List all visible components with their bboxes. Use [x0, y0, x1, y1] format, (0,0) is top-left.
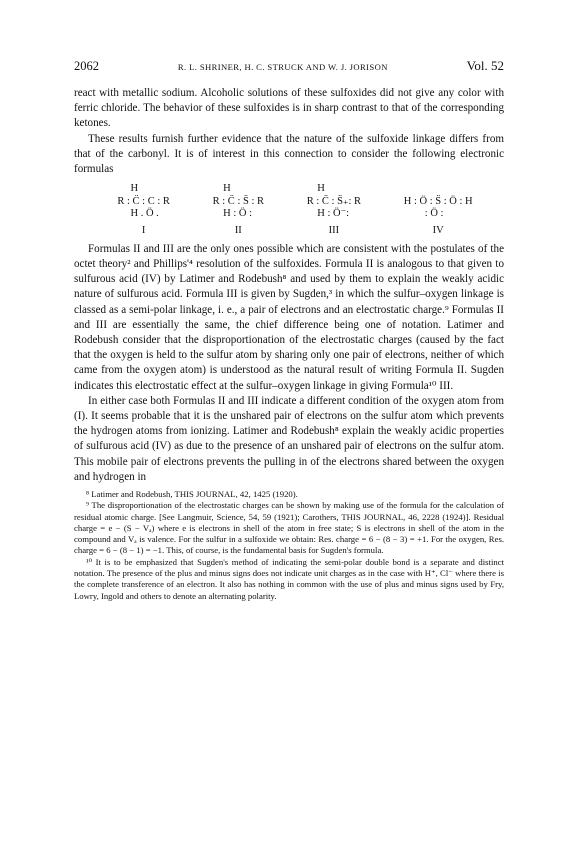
- formula-i-label: I: [141, 224, 146, 236]
- paragraph-continued: react with metallic sodium. Alcoholic solutions of these sulfoxides did not give any color with ferric chloride. The behavior of these sulfoxides is in sharp contrast to that of the corresponding ketones.: [74, 87, 504, 130]
- journal-page: [74, 58, 504, 602]
- formula-iii-label: III: [328, 224, 340, 236]
- paragraph-formulas-intro: These results furnish further evidence that the nature of the sulfoxide linkage differs from that of the carbonyl. It is of interest in this connection to consider the following electronic formulas: [74, 132, 504, 176]
- electronic-formulas: [96, 183, 494, 236]
- formula-ii-structure: H R : C̈ : S̈ : R H : Ö :: [212, 183, 264, 220]
- formula-iv: [404, 183, 473, 236]
- formula-iv-label: IV: [432, 224, 444, 236]
- formula-iii-structure: H R : C̈ : S̈₊: R H : Ö⁻:: [306, 183, 362, 220]
- volume-label: Vol. 52: [466, 58, 504, 73]
- formula-ii: [213, 183, 264, 236]
- paragraph-oxygen-condition: In either case both Formulas II and III indicate a different condition of the oxygen atom from (I). It seems probable that it is the unshared pair of electrons on the sulfur atom which prevents the hydrogen atoms from ionizing. Latimer and Rodebush⁸ explain the weakly acidic properties of sulfurous acid (IV) as due to the presence of an unshared pair of electrons on the sulfur atom. This mobile pair of electrons prevents the pulling in of the electrons shared between the oxygen and hydrogen in: [74, 394, 504, 483]
- formula-i-structure: H R : C̈ : C : R H . Ö .: [117, 183, 170, 220]
- formula-ii-label: II: [234, 224, 242, 236]
- formula-i: [117, 183, 170, 236]
- running-header: [74, 58, 504, 74]
- paragraph-formulas-discussion: Formulas II and III are the only ones possible which are consistent with the postulates of the octet theory² and Phillips'⁴ resolution of the sulfoxides. Formula II is analogous to that given to sulfurous acid (IV) by Latimer and Rodebush⁸ and used by them to explain the weakly acidic nature of sulfurous acid. Formula III is given by Sugden,³ in which the sulfur–oxygen linkage is classed as a semi-polar linkage, i. e., a pair of electrons and an electrostatic charge.⁹ Formulas II and III are essentially the same, the chief difference being one of notation. Latimer and Rodebush consider that the disproportionation of the electrostatic charges (caused by the fact that the oxygen is held to the sulfur atom by sharing only one pair of electrons, neither of which came from the oxygen atom) is understood as the natural result of writing Formula II. Sugden indicates this electrostatic effect at the sulfur–oxygen linkage in giving Formula¹⁰ III.: [74, 242, 504, 392]
- running-authors: R. L. SHRINER, H. C. STRUCK AND W. J. JORISON: [177, 62, 388, 72]
- page-number: 2062: [74, 59, 99, 73]
- footnotes: [74, 489, 504, 602]
- footnote-9: ⁹ The disproportionation of the electrostatic charges can be shown by making use of the formula for the calculation of residual atomic charge. [See Langmuir, Science, 54, 59 (1921); Carothers, THIS JOURNAL, 46, 2228 (1924)]. Residual charge = e − (S − Vₐ) where e is electrons in shell of the atom in free state; S is electrons in shell of the atom in the compound and Vₐ is valence. For the sulfur in a sulfoxide we obtain: Res. charge = 6 − (8 − 3) = +1. For the oxygen, Res. charge = 6 − (8 − 1) = −1. This, of course, is the fundamental basis for Sugden's formula.: [74, 500, 504, 556]
- footnote-10: ¹⁰ It is to be emphasized that Sugden's method of indicating the semi-polar double bond is a separate and distinct notation. The presence of the plus and minus signs does not indicate unit charges as in the case with H⁺, Cl⁻ where there is the complete transference of an electron. It also has nothing in common with the use of plus and minus signs used by Fry, Lowry, Ingold and others to denote an alternating polarity.: [74, 556, 504, 601]
- formula-iv-structure: H : Ö : S̈ : Ö : H : Ö :: [403, 195, 473, 220]
- formula-iii: [307, 183, 361, 236]
- footnote-8: ⁸ Latimer and Rodebush, THIS JOURNAL, 42, 1425 (1920).: [86, 488, 298, 499]
